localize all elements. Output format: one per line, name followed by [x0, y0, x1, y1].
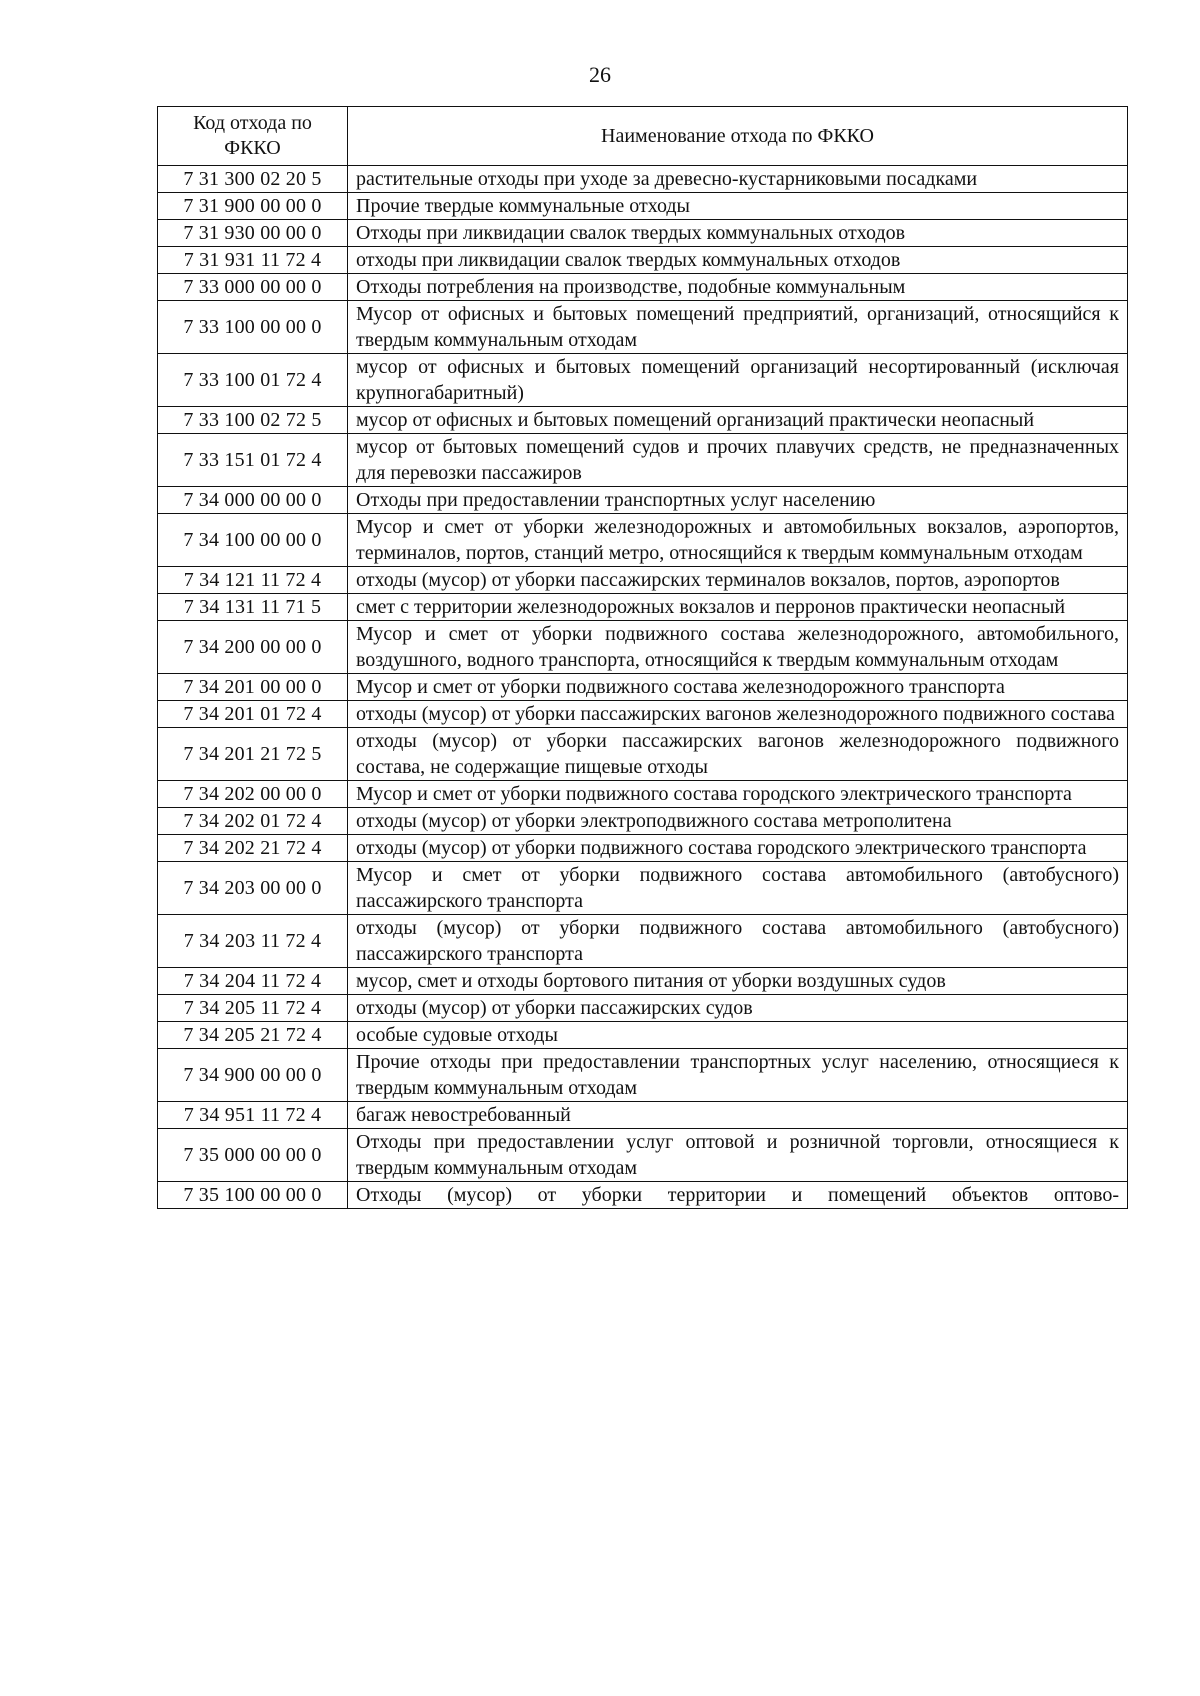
- table-row: [158, 247, 1128, 274]
- table-row: [158, 808, 1128, 835]
- waste-name-cell: мусор от офисных и бытовых помещений организаций практически неопасный: [348, 407, 1128, 434]
- waste-name-cell: отходы при ликвидации свалок твердых коммунальных отходов: [348, 247, 1128, 274]
- waste-name-cell: Отходы (мусор) от уборки территории и помещений объектов оптово-: [348, 1182, 1128, 1209]
- table-row: [158, 274, 1128, 301]
- waste-name-cell: Отходы при предоставлении услуг оптовой и розничной торговли, относящиеся к твердым коммунальным отходам: [348, 1129, 1128, 1182]
- waste-name-cell: особые судовые отходы: [348, 1022, 1128, 1049]
- waste-code-cell: 7 34 201 01 72 4: [158, 701, 348, 728]
- waste-code-cell: 7 34 204 11 72 4: [158, 968, 348, 995]
- waste-code-cell: 7 33 100 02 72 5: [158, 407, 348, 434]
- table-row: [158, 968, 1128, 995]
- waste-code-cell: 7 33 000 00 00 0: [158, 274, 348, 301]
- table-row: [158, 701, 1128, 728]
- table-row: [158, 862, 1128, 915]
- table-row: [158, 621, 1128, 674]
- table-row: [158, 781, 1128, 808]
- waste-name-cell: растительные отходы при уходе за древесно-кустарниковыми посадками: [348, 166, 1128, 193]
- table-row: [158, 487, 1128, 514]
- header-code: Код отхода по ФККО: [158, 107, 348, 166]
- waste-code-cell: 7 35 100 00 00 0: [158, 1182, 348, 1209]
- waste-name-cell: Мусор и смет от уборки железнодорожных и автомобильных вокзалов, аэропортов, терминалов, портов, станций метро, относящийся к твердым коммунальным отходам: [348, 514, 1128, 567]
- waste-name-cell: отходы (мусор) от уборки пассажирских судов: [348, 995, 1128, 1022]
- table-row: [158, 728, 1128, 781]
- waste-name-cell: Отходы при предоставлении транспортных услуг населению: [348, 487, 1128, 514]
- table-row: [158, 1022, 1128, 1049]
- waste-name-cell: отходы (мусор) от уборки подвижного состава городского электрического транспорта: [348, 835, 1128, 862]
- waste-code-cell: 7 33 151 01 72 4: [158, 434, 348, 487]
- waste-name-cell: Мусор и смет от уборки подвижного состава железнодорожного транспорта: [348, 674, 1128, 701]
- waste-name-cell: отходы (мусор) от уборки пассажирских вагонов железнодорожного подвижного состава: [348, 701, 1128, 728]
- waste-code-cell: 7 34 201 21 72 5: [158, 728, 348, 781]
- waste-code-cell: 7 34 203 00 00 0: [158, 862, 348, 915]
- table-row: [158, 434, 1128, 487]
- table-row: [158, 674, 1128, 701]
- waste-name-cell: Мусор и смет от уборки подвижного состава автомобильного (автобусного) пассажирского транспорта: [348, 862, 1128, 915]
- table-row: [158, 514, 1128, 567]
- waste-code-cell: 7 34 203 11 72 4: [158, 915, 348, 968]
- waste-name-cell: Мусор и смет от уборки подвижного состава городского электрического транспорта: [348, 781, 1128, 808]
- header-name: Наименование отхода по ФККО: [348, 107, 1128, 166]
- waste-code-cell: 7 34 951 11 72 4: [158, 1102, 348, 1129]
- waste-code-cell: 7 34 200 00 00 0: [158, 621, 348, 674]
- waste-name-cell: Мусор и смет от уборки подвижного состава железнодорожного, автомобильного, воздушного, водного транспорта, относящийся к твердым коммунальным отходам: [348, 621, 1128, 674]
- waste-code-cell: 7 34 000 00 00 0: [158, 487, 348, 514]
- table-body: [158, 166, 1128, 1209]
- waste-name-cell: багаж невостребованный: [348, 1102, 1128, 1129]
- waste-code-cell: 7 34 121 11 72 4: [158, 567, 348, 594]
- waste-code-cell: 7 34 205 21 72 4: [158, 1022, 348, 1049]
- waste-name-cell: отходы (мусор) от уборки подвижного состава автомобильного (автобусного) пассажирского транспорта: [348, 915, 1128, 968]
- waste-code-cell: 7 34 131 11 71 5: [158, 594, 348, 621]
- table-row: [158, 995, 1128, 1022]
- table-row: [158, 166, 1128, 193]
- waste-code-cell: 7 34 202 01 72 4: [158, 808, 348, 835]
- waste-name-cell: мусор, смет и отходы бортового питания от уборки воздушных судов: [348, 968, 1128, 995]
- table-row: [158, 220, 1128, 247]
- waste-code-cell: 7 34 201 00 00 0: [158, 674, 348, 701]
- waste-code-cell: 7 31 900 00 00 0: [158, 193, 348, 220]
- page-number: 26: [589, 62, 611, 87]
- waste-code-cell: 7 34 205 11 72 4: [158, 995, 348, 1022]
- waste-code-cell: 7 34 100 00 00 0: [158, 514, 348, 567]
- table-row: [158, 354, 1128, 407]
- table-row: [158, 1129, 1128, 1182]
- table-row: [158, 1182, 1128, 1209]
- waste-code-cell: 7 34 202 21 72 4: [158, 835, 348, 862]
- waste-code-cell: 7 34 900 00 00 0: [158, 1049, 348, 1102]
- table-row: [158, 1049, 1128, 1102]
- waste-name-cell: мусор от бытовых помещений судов и прочих плавучих средств, не предназначенных для перевозки пассажиров: [348, 434, 1128, 487]
- table-header-row: [158, 107, 1128, 166]
- table-row: [158, 594, 1128, 621]
- table-row: [158, 193, 1128, 220]
- table-row: [158, 915, 1128, 968]
- waste-code-cell: 7 35 000 00 00 0: [158, 1129, 348, 1182]
- waste-code-cell: 7 34 202 00 00 0: [158, 781, 348, 808]
- waste-name-cell: Отходы потребления на производстве, подобные коммунальным: [348, 274, 1128, 301]
- waste-code-cell: 7 31 300 02 20 5: [158, 166, 348, 193]
- fkko-waste-table: [157, 106, 1128, 1209]
- table-row: [158, 301, 1128, 354]
- table-row: [158, 567, 1128, 594]
- waste-code-cell: 7 33 100 00 00 0: [158, 301, 348, 354]
- waste-code-cell: 7 31 930 00 00 0: [158, 220, 348, 247]
- waste-code-cell: 7 31 931 11 72 4: [158, 247, 348, 274]
- waste-name-cell: отходы (мусор) от уборки электроподвижного состава метрополитена: [348, 808, 1128, 835]
- waste-code-cell: 7 33 100 01 72 4: [158, 354, 348, 407]
- waste-name-cell: Прочие отходы при предоставлении транспортных услуг населению, относящиеся к твердым коммунальным отходам: [348, 1049, 1128, 1102]
- table-row: [158, 835, 1128, 862]
- waste-name-cell: Прочие твердые коммунальные отходы: [348, 193, 1128, 220]
- table-row: [158, 1102, 1128, 1129]
- table-row: [158, 407, 1128, 434]
- waste-name-cell: смет с территории железнодорожных вокзалов и перронов практически неопасный: [348, 594, 1128, 621]
- waste-name-cell: Отходы при ликвидации свалок твердых коммунальных отходов: [348, 220, 1128, 247]
- waste-name-cell: Мусор от офисных и бытовых помещений предприятий, организаций, относящийся к твердым коммунальным отходам: [348, 301, 1128, 354]
- waste-name-cell: отходы (мусор) от уборки пассажирских вагонов железнодорожного подвижного состава, не содержащие пищевые отходы: [348, 728, 1128, 781]
- waste-name-cell: мусор от офисных и бытовых помещений организаций несортированный (исключая крупногабаритный): [348, 354, 1128, 407]
- waste-name-cell: отходы (мусор) от уборки пассажирских терминалов вокзалов, портов, аэропортов: [348, 567, 1128, 594]
